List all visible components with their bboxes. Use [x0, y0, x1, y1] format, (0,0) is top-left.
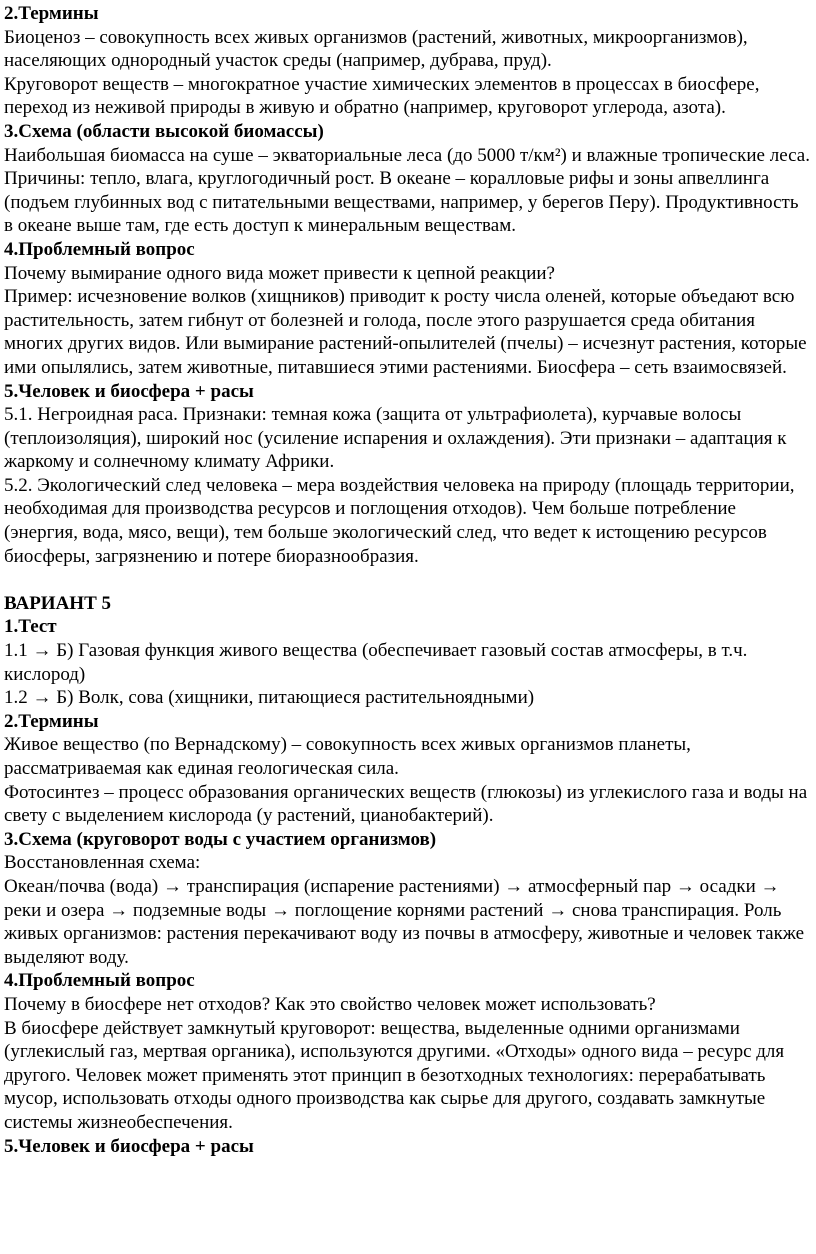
blank-line — [4, 568, 812, 592]
paragraph: Живое вещество (по Вернадскому) – совокупность всех живых организмов планеты, рассматриваемая как единая геологическая сила. — [4, 734, 691, 779]
paragraph: Почему вымирание одного вида может привести к цепной реакции? — [4, 262, 555, 284]
variant-heading: ВАРИАНТ 5 — [4, 592, 112, 614]
paragraph: Океан/почва (вода) → транспирация (испарение растениями) → атмосферный пар → осадки → реки и озера → подземные воды → поглощение корнями растений → снова транспирация. Роль живых организмов: растения перекачивают воду из почвы в атмосферу, животные и человек также выделяют воду. — [4, 875, 805, 968]
paragraph: Наибольшая биомасса на суше – экваториальные леса (до 5000 т/км²) и влажные тропические леса. Причины: тепло, влага, круглогодичный рост. В океане – коралловые рифы и зоны апвеллинга (подъем глубинных вод с питательными веществами, например, у берегов Перу). Продуктивность в океане выше там, где есть доступ к минеральным веществам. — [4, 144, 810, 237]
section-heading: 4.Проблемный вопрос — [4, 238, 195, 260]
paragraph: Пример: исчезновение волков (хищников) приводит к росту числа оленей, которые объедают всю растительность, затем гибнут от болезней и голода, после этого разрушается среда обитания многих других видов. Или вымирание растений-опылителей (пчелы) – исчезнут растения, которые ими опылялись, затем животные, питавшиеся этими растениями. Биосфера – сеть взаимосвязей. — [4, 286, 807, 378]
paragraph: 5.2. Экологический след человека – мера воздействия человека на природу (площадь территории, необходимая для производства ресурсов и поглощения отходов). Чем больше потребление (энергия, вода, мясо, вещи), тем больше экологический след, что ведет к истощению ресурсов биосферы, загрязнению и потере биоразнообразия. — [4, 474, 795, 567]
section-heading: 5.Человек и биосфера + расы — [4, 1135, 254, 1157]
paragraph: Восстановленная схема: — [4, 852, 201, 874]
section-heading: 2.Термины — [4, 3, 99, 24]
section-heading: 3.Схема (круговорот воды с участием организмов) — [4, 828, 437, 850]
paragraph: 1.2 → Б) Волк, сова (хищники, питающиеся растительноядными) — [4, 687, 535, 709]
paragraph: Почему в биосфере нет отходов? Как это свойство человек может использовать? — [4, 993, 656, 1015]
section-heading: 2.Термины — [4, 710, 99, 732]
paragraph: Биоценоз – совокупность всех живых организмов (растений, животных, микроорганизмов), населяющих однородный участок среды (например, дубрава, пруд). — [4, 26, 748, 72]
paragraph: В биосфере действует замкнутый круговорот: вещества, выделенные одними организмами (углекислый газ, мертвая органика), используются другими. «Отходы» одного вида – ресурс для другого. Человек может применять этот принцип в безотходных технологиях: перерабатывать мусор, использовать отходы одного производства как сырье для другого, создавать замкнутые системы жизнеобеспечения. — [4, 1017, 785, 1133]
section-heading: 5.Человек и биосфера + расы — [4, 380, 254, 402]
paragraph: 1.1 → Б) Газовая функция живого вещества (обеспечивает газовый состав атмосферы, в т.ч. кислород) — [4, 640, 748, 685]
section-heading: 3.Схема (области высокой биомассы) — [4, 120, 324, 142]
paragraph: Фотосинтез – процесс образования органических веществ (глюкозы) из углекислого газа и воды на свету с выделением кислорода (у растений, цианобактерий). — [4, 781, 808, 827]
section-heading: 1.Тест — [4, 616, 57, 638]
paragraph: 5.1. Негроидная раса. Признаки: темная кожа (защита от ультрафиолета), курчавые волосы (теплоизоляция), широкий нос (усиление испарения и охлаждения). Эти признаки – адаптация к жаркому и солнечному климату Африки. — [4, 404, 787, 473]
paragraph: Круговорот веществ – многократное участие химических элементов в процессах в биосфере, переход из неживой природы в живую и обратно (например, круговорот углерода, азота). — [4, 73, 760, 119]
section-heading: 4.Проблемный вопрос — [4, 970, 195, 992]
